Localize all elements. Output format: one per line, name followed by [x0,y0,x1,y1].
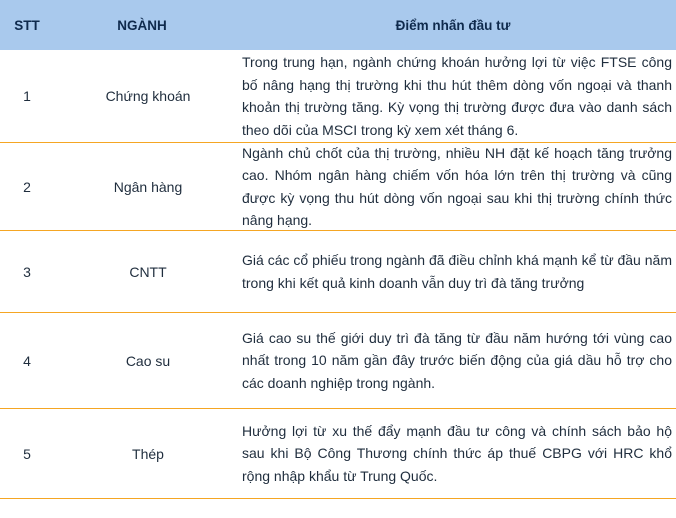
table-row [0,313,676,409]
row-nganh: CNTT [129,263,167,280]
table-row [0,409,676,499]
row-nganh: Thép [132,445,164,462]
row-nganh: Ngân hàng [113,178,183,195]
header-nganh: NGÀNH [117,17,167,33]
table-row [0,231,676,313]
table-row [0,50,676,143]
row-diem-nhan: Giá các cổ phiếu trong ngành đã điều chỉnh khá mạnh kể từ đầu năm trong khi kết quả kinh doanh vẫn duy trì đà tăng trưởng [242,252,672,291]
row-diem-nhan: Giá cao su thế giới duy trì đà tăng từ đầu năm hướng tới vùng cao nhất trong 10 năm gần đây trước biến động của giá dầu hỗ trợ cho các doanh nghiệp trong ngành. [242,329,672,391]
header-diem-nhan: Điểm nhấn đầu tư [395,17,511,33]
row-stt: 3 [23,263,31,280]
row-stt: 5 [23,445,31,462]
row-stt: 4 [23,352,31,369]
header-stt: STT [14,17,40,33]
row-nganh: Chứng khoán [105,88,191,104]
table-header [0,0,676,50]
row-diem-nhan: Hưởng lợi từ xu thế đẩy mạnh đầu tư công và chính sách bảo hộ sau khi Bộ Công Thương chính thức áp thuế CBPG với HRC khổ rộng nhập khẩu từ Trung Quốc. [242,422,672,484]
row-nganh: Cao su [125,352,171,369]
row-diem-nhan: Trong trung hạn, ngành chứng khoán hưởng lợi từ việc FTSE công bố nâng hạng thị trường khi thu hút thêm dòng vốn ngoại và thanh khoản thị trường tăng. Kỳ vọng thị trường được đưa vào danh sách theo dõi của MSCI trong kỳ xem xét tháng 6. [242,54,672,138]
row-stt: 1 [23,88,31,104]
table-row [0,143,676,231]
row-stt: 2 [23,178,31,195]
row-diem-nhan: Ngành chủ chốt của thị trường, nhiều NH đặt kế hoạch tăng trưởng cao. Nhóm ngân hàng chiếm vốn hóa lớn trên thị trường và cũng được kỳ vọng thu hút dòng vốn ngoại sau khi thị trường chính thức nâng hạng. [242,144,672,228]
